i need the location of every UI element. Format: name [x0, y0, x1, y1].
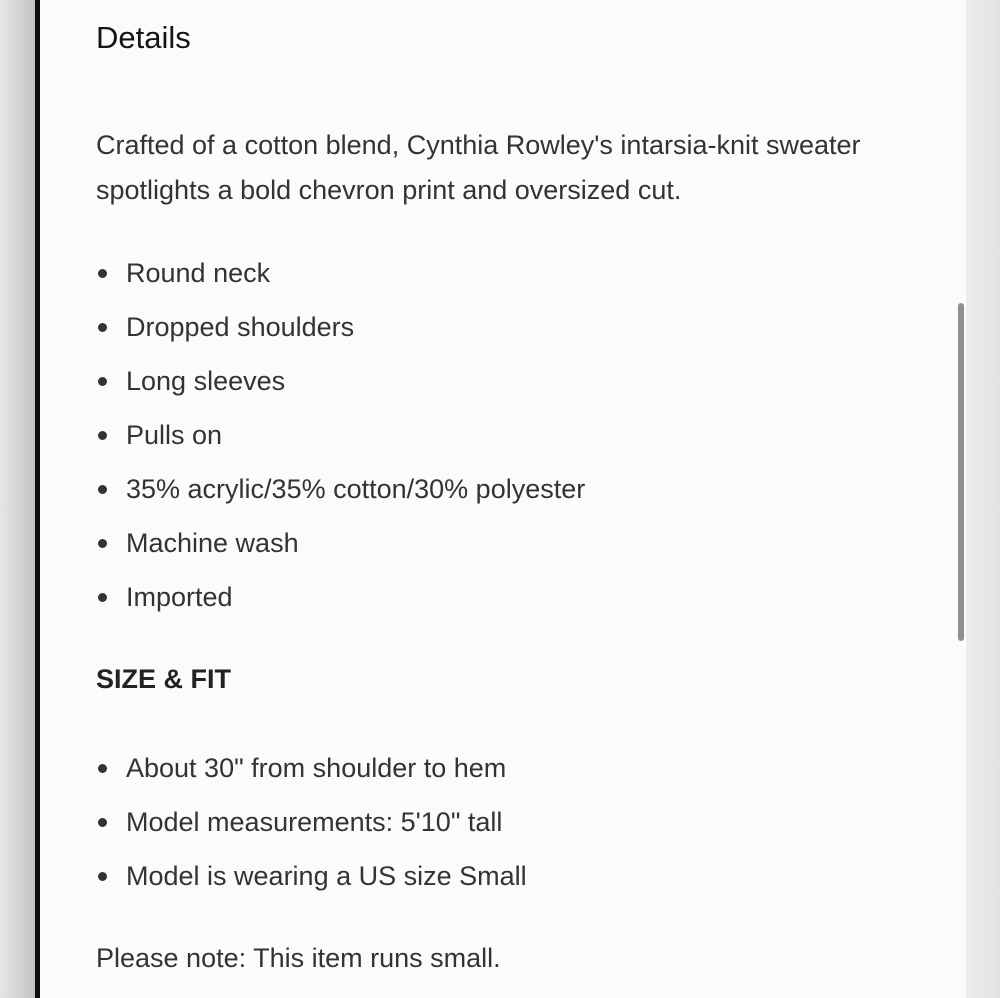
list-item [96, 570, 585, 624]
feature-text: Machine wash [126, 528, 299, 558]
list-item [96, 516, 585, 570]
bullet-icon [98, 764, 107, 773]
bullet-icon [98, 377, 107, 386]
list-item [96, 795, 527, 849]
feature-text: Dropped shoulders [126, 312, 355, 342]
list-item [96, 300, 585, 354]
list-item [96, 741, 527, 795]
list-item [96, 849, 527, 903]
bullet-icon [98, 818, 107, 827]
feature-text: 35% acrylic/35% cotton/30% polyester [126, 474, 586, 504]
background-left [0, 0, 40, 998]
product-description: Crafted of a cotton blend, Cynthia Rowley's intarsia-knit sweater spotlights a bold chevron print and oversized cut. [96, 130, 861, 205]
feature-text: Imported [126, 582, 233, 612]
features-list [96, 246, 585, 624]
bullet-icon [98, 485, 107, 494]
list-item [96, 462, 585, 516]
bullet-icon [98, 539, 107, 548]
size-fit-heading: SIZE & FIT [96, 664, 231, 694]
bullet-icon [98, 593, 107, 602]
details-heading: Details [96, 20, 191, 55]
size-fit-list [96, 741, 527, 903]
fit-note: Please note: This item runs small. [96, 943, 501, 973]
bullet-icon [98, 431, 107, 440]
list-item [96, 354, 585, 408]
feature-text: Pulls on [126, 420, 223, 450]
feature-text: Long sleeves [126, 366, 286, 396]
size-fit-text: Model measurements: 5'10" tall [126, 807, 503, 837]
bullet-icon [98, 872, 107, 881]
bullet-icon [98, 323, 107, 332]
size-fit-text: About 30" from shoulder to hem [126, 753, 507, 783]
list-item [96, 246, 585, 300]
feature-text: Round neck [126, 258, 271, 288]
bullet-icon [98, 269, 107, 278]
scrollbar-thumb[interactable] [958, 303, 964, 641]
background-right [966, 0, 1000, 998]
size-fit-text: Model is wearing a US size Small [126, 861, 527, 891]
list-item [96, 408, 585, 462]
